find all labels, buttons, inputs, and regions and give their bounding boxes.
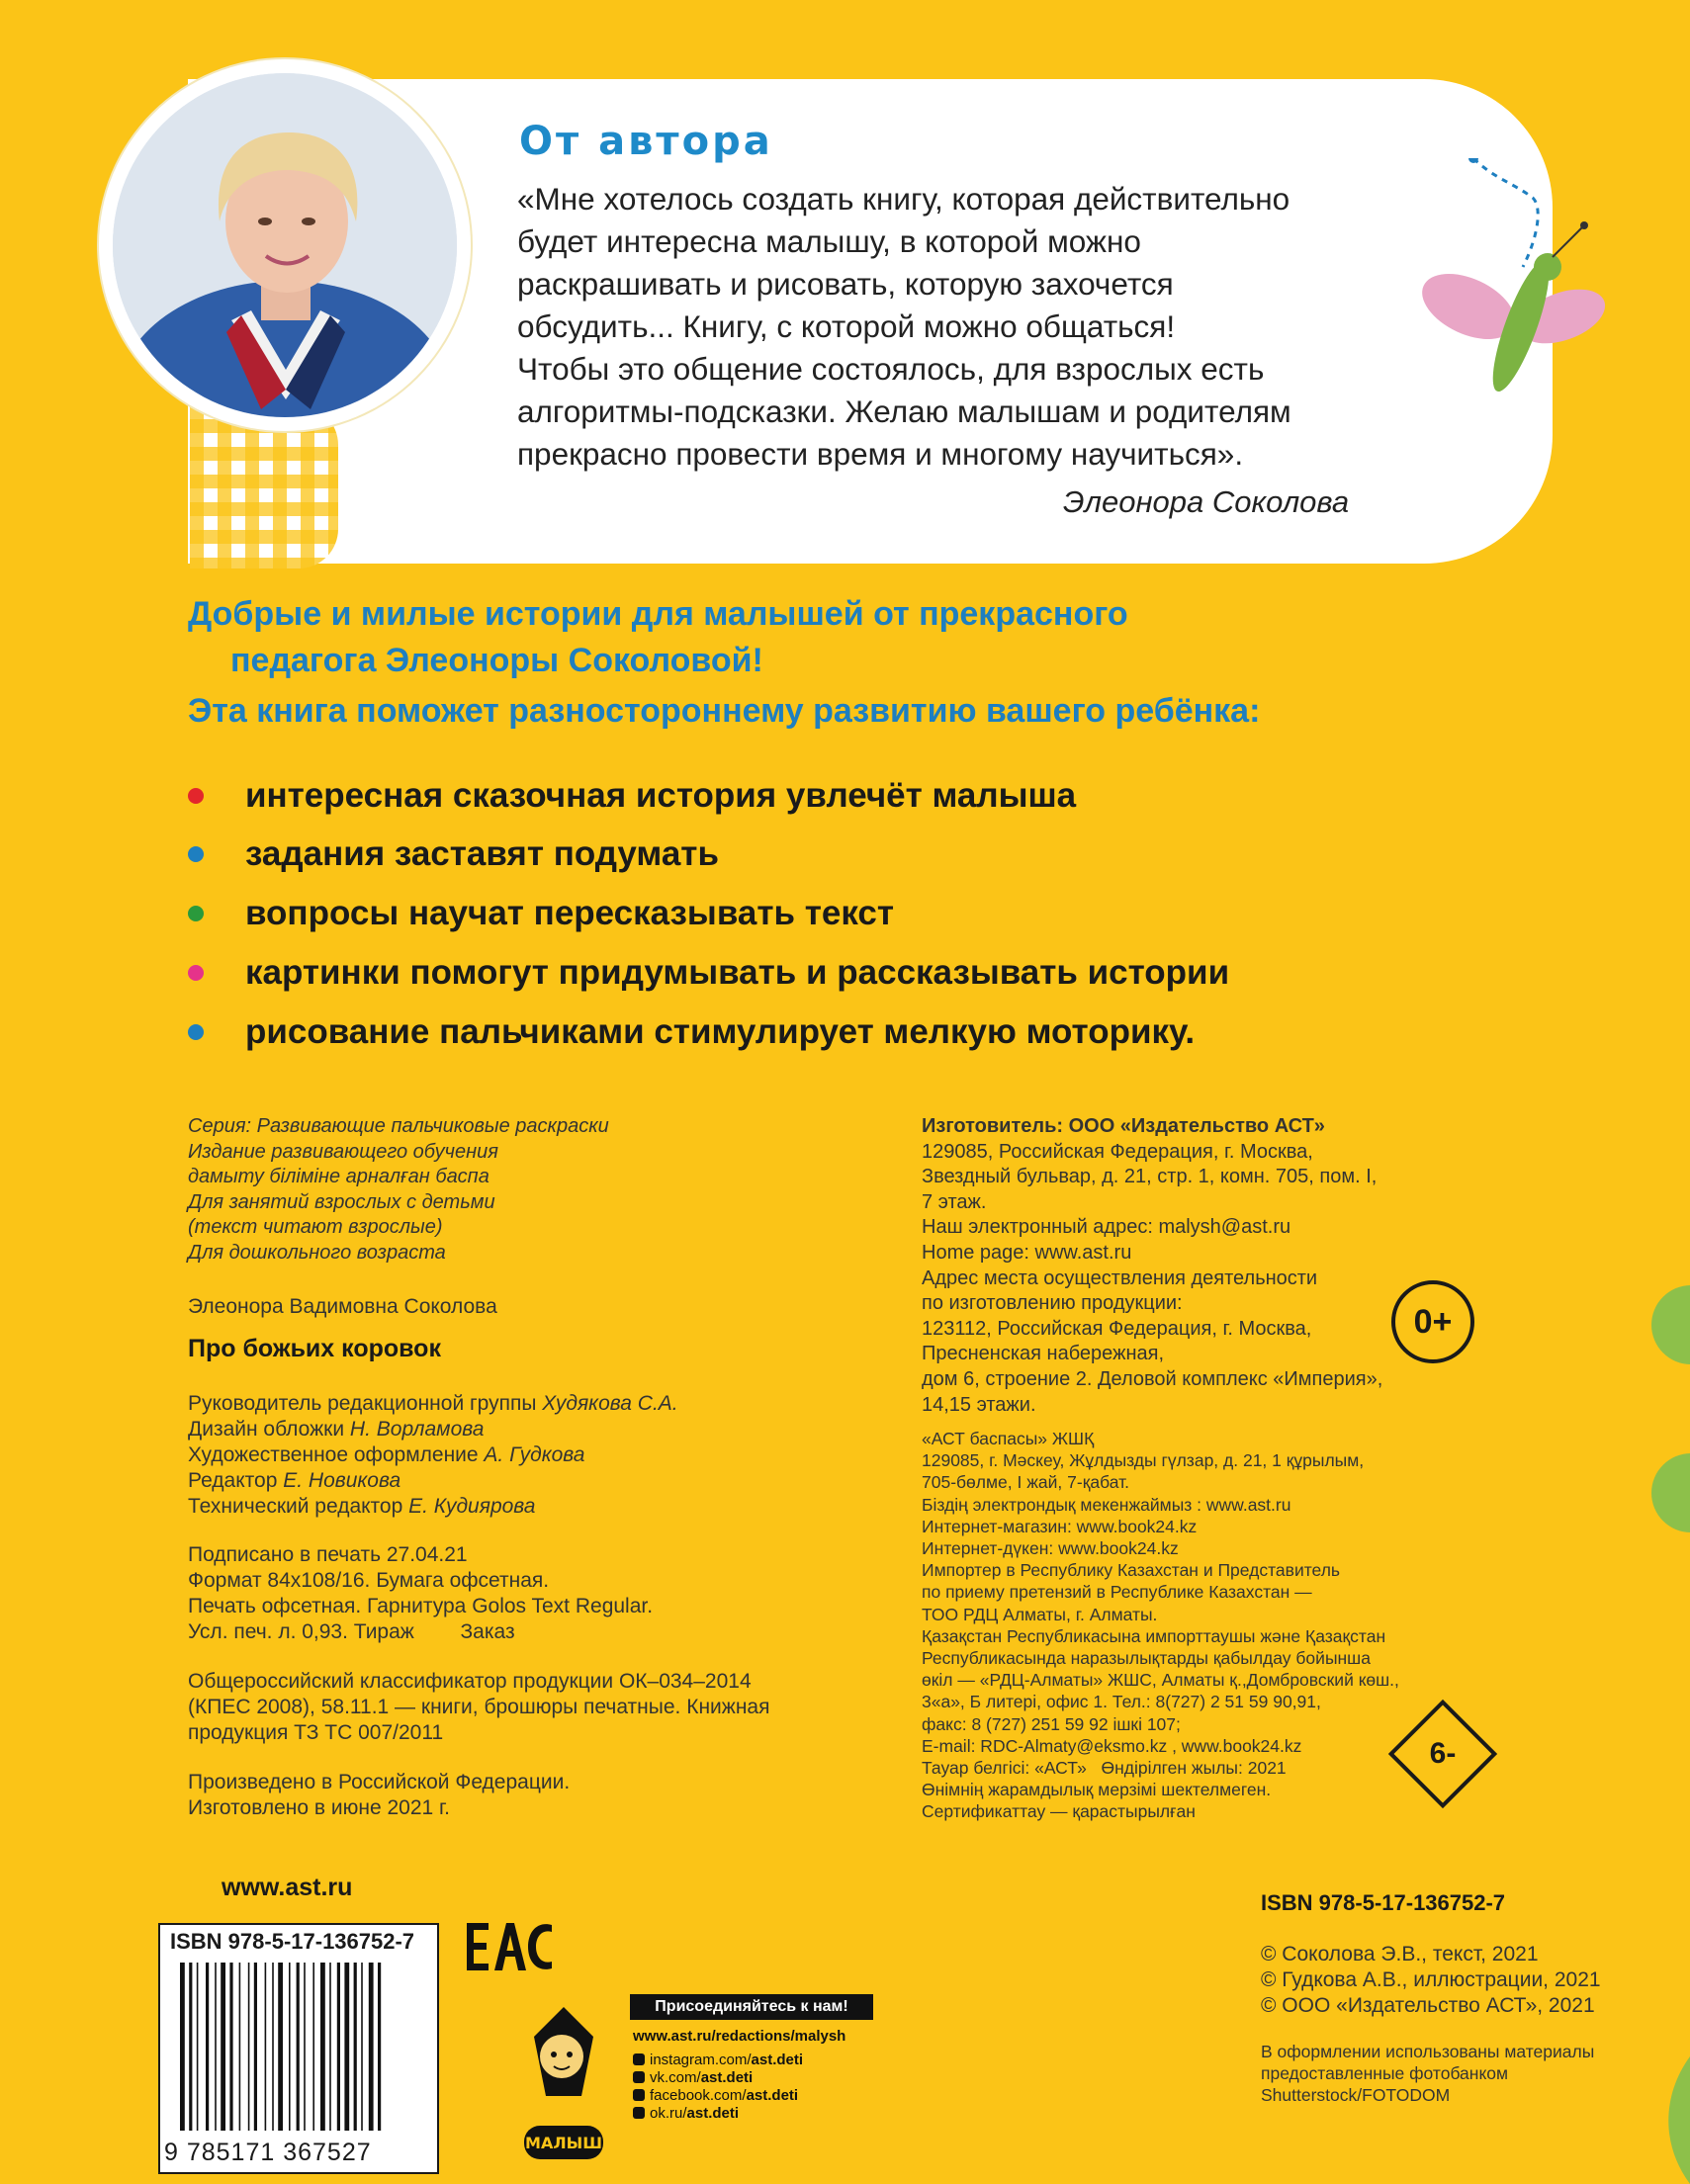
- bullet-item: [188, 771, 1076, 821]
- social-link-instagram[interactable]: instagram.com/ast.deti: [633, 2052, 803, 2069]
- publisher-logo-text: МАЛЫШ: [525, 2134, 602, 2152]
- bullet-item: [188, 889, 894, 938]
- social-links: [633, 2052, 803, 2123]
- barcode-bar: [289, 1963, 291, 2131]
- barcode-bar: [369, 1963, 374, 2131]
- credit-line: Художественное оформление А. Гудкова: [188, 1443, 585, 1466]
- social-link-facebook[interactable]: facebook.com/ast.deti: [633, 2087, 803, 2105]
- copyright-line: © Соколова Э.В., текст, 2021: [1261, 1943, 1539, 1966]
- credit-line: Руководитель редакционной группы Худякова С.А.: [188, 1392, 678, 1415]
- barcode-bar: [229, 1963, 232, 2131]
- photo-credit-line: В оформлении использованы материалы: [1261, 2042, 1595, 2061]
- kz-line: факс: 8 (727) 251 59 92 ішкі 107;: [922, 1713, 1181, 1734]
- manufacturer-line: Home page: www.ast.ru: [922, 1241, 1132, 1264]
- author-heading: От автора: [519, 119, 773, 164]
- manufacturer-line: Пресненская набережная,: [922, 1343, 1165, 1365]
- print-info-line: Печать офсетная. Гарнитура Golos Text Regular.: [188, 1595, 654, 1617]
- barcode-bars: [178, 1963, 415, 2131]
- age-rating-circle: 0+: [1391, 1280, 1474, 1363]
- instagram-icon: [633, 2053, 645, 2065]
- author-photo: [113, 73, 457, 417]
- copyright-line: © ООО «Издательство АСТ», 2021: [1261, 1994, 1595, 2017]
- bullet-text: интересная сказочная история увлечёт малыша: [245, 776, 1077, 815]
- series-line: дамыту біліміне арналған баспа: [188, 1166, 489, 1187]
- barcode-bar: [312, 1963, 314, 2131]
- bullet-text: рисование пальчиками стимулирует мелкую моторику.: [245, 1012, 1196, 1051]
- kz-line: Республикасында наразылықтарды қабылдау бойынша: [922, 1648, 1371, 1669]
- leaf-decoration: [1642, 1434, 1690, 1552]
- kz-line: ТОО РДЦ Алматы, г. Алматы.: [922, 1604, 1158, 1624]
- barcode-bar: [215, 1963, 217, 2131]
- kz-line: Импортер в Республику Казахстан и Представитель: [922, 1560, 1341, 1581]
- barcode-bar: [320, 1963, 325, 2131]
- manufacturer-line: по изготовлению продукции:: [922, 1292, 1183, 1315]
- manufacturer-line: Адрес места осуществления деятельности: [922, 1267, 1318, 1289]
- barcode-bar: [304, 1963, 306, 2131]
- quote-line: раскрашивать и рисовать, которую захочется: [517, 266, 1174, 302]
- print-info-block: [188, 1542, 653, 1645]
- classifier-line: (КПЕС 2008), 58.11.1 — книги, брошюры печатные. Книжная: [188, 1696, 770, 1718]
- manufacturer-line: Наш электронный адрес: malysh@ast.ru: [922, 1216, 1291, 1239]
- barcode-bar: [265, 1963, 267, 2131]
- copyright-block: [1261, 1942, 1601, 2019]
- barcode-isbn: ISBN 978-5-17-136752-7: [170, 1929, 415, 1954]
- quote-line: будет интересна малышу, в которой можно: [517, 223, 1141, 259]
- copyright-line: © Гудкова А.В., иллюстрации, 2021: [1261, 1968, 1601, 1991]
- barcode-bar: [272, 1963, 274, 2131]
- series-block: [188, 1114, 609, 1266]
- bullet-dot: [188, 906, 204, 921]
- isbn-text: ISBN 978-5-17-136752-7: [1261, 1890, 1506, 1915]
- manufacturer-line: 7 этаж.: [922, 1190, 987, 1213]
- series-line: Серия: Развивающие пальчиковые раскраски: [188, 1115, 609, 1137]
- barcode-bar: [297, 1963, 300, 2131]
- website-link[interactable]: www.ast.ru: [222, 1874, 353, 1901]
- barcode-bar: [180, 1963, 185, 2131]
- social-heading: Присоединяйтесь к нам!: [630, 1994, 873, 2020]
- series-line: Для занятий взрослых с детьми: [188, 1190, 495, 1213]
- bullet-item: [188, 1007, 1195, 1057]
- credit-line: Дизайн обложки Н. Ворламова: [188, 1418, 485, 1441]
- bullet-dot: [188, 846, 204, 862]
- social-site-link[interactable]: www.ast.ru/redactions/malysh: [633, 2028, 846, 2045]
- social-link-ok[interactable]: ok.ru/ast.deti: [633, 2105, 803, 2123]
- kz-line: 3«а», Б литері, офис 1. Тел.: 8(727) 2 51 59 90,91,: [922, 1692, 1321, 1712]
- print-info-line: Усл. печ. л. 0,93. Тираж Заказ: [188, 1620, 515, 1643]
- credits-block: [188, 1391, 678, 1520]
- quote-line: «Мне хотелось создать книгу, которая действительно: [517, 181, 1290, 217]
- kz-line: 129085, г. Мәскеу, Жұлдызды гүлзар, д. 21, 1 құрылым,: [922, 1450, 1365, 1471]
- barcode-bar: [189, 1963, 192, 2131]
- bullet-text: картинки помогут придумывать и рассказывать истории: [245, 953, 1230, 992]
- barcode-bar: [361, 1963, 363, 2131]
- manufacturer-block: [922, 1114, 1382, 1418]
- photo-credit-line: предоставленные фотобанком: [1261, 2063, 1509, 2084]
- kz-line: Интернет-магазин: www.book24.kz: [922, 1516, 1198, 1536]
- barcode-bar: [221, 1963, 225, 2131]
- print-info-line: Подписано в печать 27.04.21: [188, 1543, 468, 1566]
- barcode-bar: [197, 1963, 199, 2131]
- quote-line: прекрасно провести время и многому научиться».: [517, 436, 1244, 472]
- bullet-text: задания заставят подумать: [245, 834, 719, 873]
- barcode-bar: [278, 1963, 283, 2131]
- barcode-bar: [254, 1963, 257, 2131]
- print-info-line: Формат 84x108/16. Бумага офсетная.: [188, 1569, 550, 1592]
- barcode-bar: [329, 1963, 331, 2131]
- kz-line: «АСТ баспасы» ЖШҚ: [922, 1429, 1095, 1448]
- bullet-dot: [188, 788, 204, 804]
- barcode-bar: [344, 1963, 349, 2131]
- kz-line: Интернет-дүкен: www.book24.kz: [922, 1538, 1179, 1559]
- intro-line: педагога Элеоноры Соколовой!: [230, 642, 763, 679]
- publisher-logo: [494, 1977, 618, 2165]
- intro-line: Добрые и милые истории для малышей от прекрасного: [188, 595, 1128, 633]
- series-line: Для дошкольного возраста: [188, 1241, 446, 1264]
- eac-mark-icon: [465, 1923, 554, 1970]
- leaf-decoration: [1642, 1266, 1690, 1384]
- vk-icon: [633, 2071, 645, 2083]
- kz-line: Қазақстан Республикасына импорттаушы және Қазақстан: [922, 1625, 1386, 1646]
- age-rating-diamond-label: 6-: [1429, 1737, 1457, 1770]
- kz-block: [922, 1428, 1399, 1823]
- manufacturer-line: 123112, Российская Федерация, г. Москва,: [922, 1317, 1312, 1340]
- photo-credit-line: Shutterstock/FOTODOM: [1261, 2085, 1451, 2106]
- kz-line: по приему претензий в Республике Казахстан —: [922, 1582, 1312, 1603]
- book-title: Про божьих коровок: [188, 1335, 441, 1362]
- manufacturer-line: 129085, Российская Федерация, г. Москва,: [922, 1140, 1313, 1163]
- kz-line: E-mail: RDC-Almaty@eksmo.kz , www.book24.kz: [922, 1735, 1302, 1756]
- manufacturer-line: дом 6, строение 2. Деловой комплекс «Империя»,: [922, 1367, 1383, 1390]
- manufacturer-line: Звездный бульвар, д. 21, стр. 1, комн. 705, пом. I,: [922, 1166, 1378, 1188]
- author-quote: [517, 178, 1506, 476]
- credit-line: Редактор Е. Новикова: [188, 1469, 401, 1492]
- classifier-block: [188, 1669, 769, 1746]
- credit-line: Технический редактор Е. Кудиярова: [188, 1495, 536, 1518]
- intro-line: Эта книга поможет разностороннему развитию вашего ребёнка:: [188, 692, 1261, 730]
- barcode-bar: [354, 1963, 357, 2131]
- barcode-bar: [378, 1963, 381, 2131]
- facebook-icon: [633, 2089, 645, 2101]
- series-line: (текст читают взрослые): [188, 1216, 443, 1238]
- photo-credit-block: [1261, 2041, 1594, 2107]
- series-line: Издание развивающего обучения: [188, 1140, 498, 1163]
- bullet-text: вопросы научат пересказывать текст: [245, 894, 894, 932]
- dragonfly-illustration: [1414, 158, 1612, 415]
- author-photo-frame: [99, 59, 471, 431]
- produced-line: Изготовлено в июне 2021 г.: [188, 1796, 450, 1819]
- kz-line: өкіл — «РДЦ-Алматы» ЖШС, Алматы қ.,Домбровский көш.,: [922, 1670, 1399, 1691]
- bullet-item: [188, 948, 1229, 998]
- barcode-bar: [239, 1963, 241, 2131]
- author-signature: Элеонора Соколова: [1063, 484, 1350, 519]
- barcode-digits: 9 785171 367527: [164, 2139, 372, 2166]
- barcode-bar: [206, 1963, 209, 2131]
- social-link-vk[interactable]: vk.com/ast.deti: [633, 2069, 803, 2087]
- kz-line: Біздің электрондық мекенжаймыз : www.ast.ru: [922, 1494, 1291, 1515]
- leaf-decoration: [1651, 2056, 1690, 2184]
- ok-icon: [633, 2107, 645, 2119]
- quote-line: алгоритмы-подсказки. Желаю малышам и родителям: [517, 393, 1291, 429]
- manufacturer-line: 14,15 этажи.: [922, 1393, 1036, 1416]
- classifier-line: Общероссийский классификатор продукции ОК–034–2014: [188, 1670, 752, 1693]
- quote-line: обсудить... Книгу, с которой можно общаться!: [517, 308, 1176, 344]
- kz-line: Тауар белгісі: «АСТ» Өндірілген жылы: 2021: [922, 1758, 1287, 1779]
- bullet-dot: [188, 965, 204, 981]
- classifier-line: продукция ТЗ ТС 007/2011: [188, 1721, 444, 1744]
- manufacturer-title: Изготовитель: ООО «Издательство АСТ»: [922, 1115, 1325, 1137]
- produced-block: [188, 1770, 570, 1821]
- kz-line: 705-бөлме, I жай, 7-қабат.: [922, 1472, 1129, 1493]
- produced-line: Произведено в Российской Федерации.: [188, 1771, 571, 1793]
- kz-line: Сертификаттау — қарастырылған: [922, 1801, 1196, 1822]
- bullet-item: [188, 830, 719, 879]
- author-full-name: Элеонора Вадимовна Соколова: [188, 1295, 497, 1318]
- barcode-bar: [337, 1963, 340, 2131]
- bullet-dot: [188, 1024, 204, 1040]
- quote-line: Чтобы это общение состоялось, для взрослых есть: [517, 351, 1265, 387]
- barcode-bar: [248, 1963, 250, 2131]
- kz-line: Өнімнің жарамдылық мерзімі шектелмеген.: [922, 1780, 1272, 1800]
